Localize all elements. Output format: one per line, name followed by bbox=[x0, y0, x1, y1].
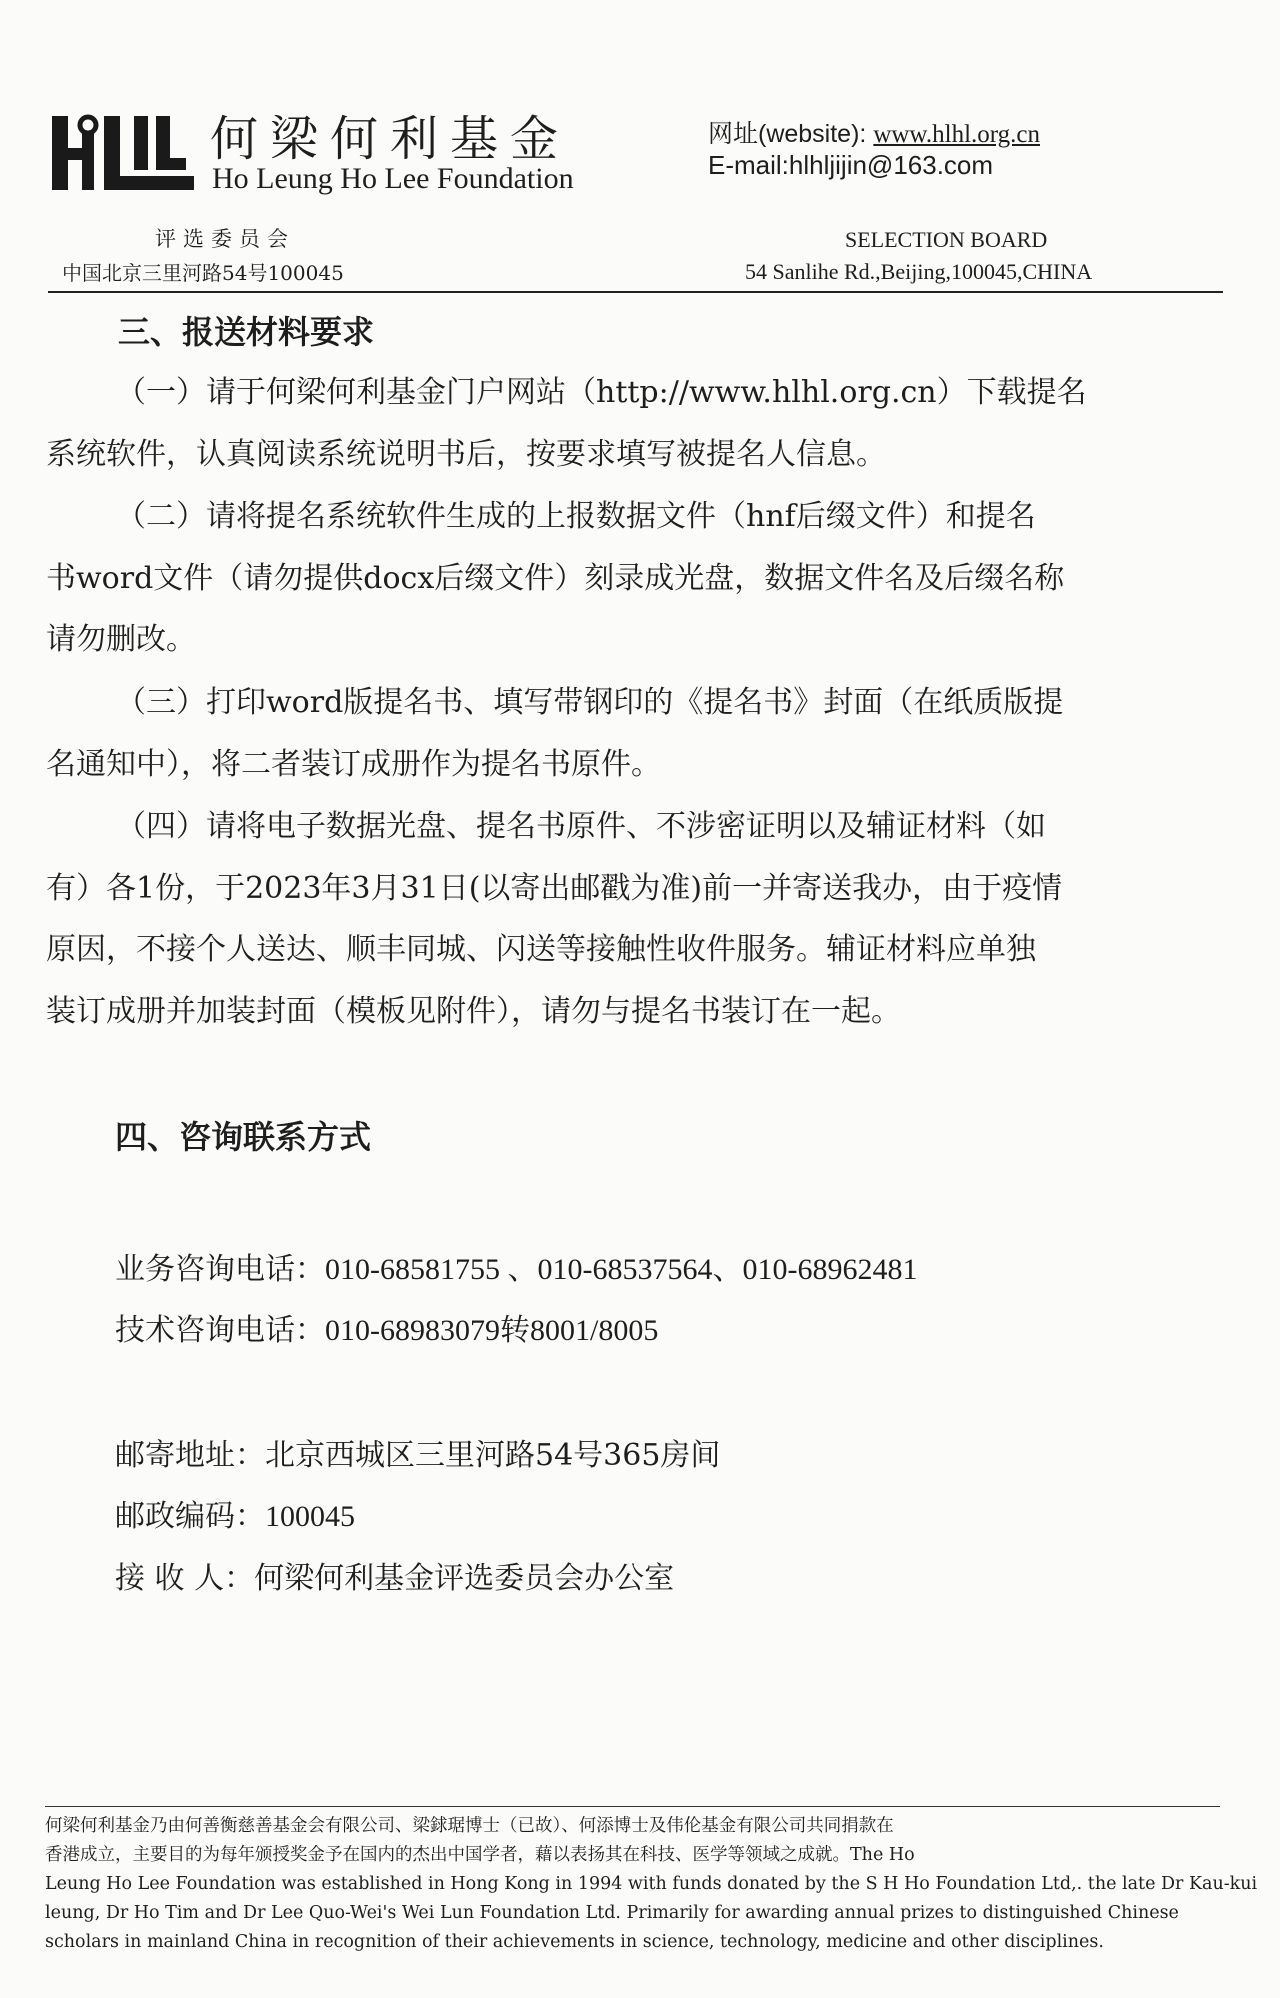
tech-phone-label: 技术咨询电话： bbox=[115, 1313, 325, 1348]
org-name-en: Ho Leung Ho Lee Foundation bbox=[212, 162, 574, 195]
text-line: （二）请将提名系统软件生成的上报数据文件（hnf后缀文件）和提名 bbox=[116, 499, 1036, 534]
board-name-en: SELECTION BOARD bbox=[845, 227, 1048, 252]
receiver-label: 接 收 人： bbox=[115, 1561, 255, 1596]
address-en: 54 Sanlihe Rd.,Beijing,100045,CHINA bbox=[745, 259, 1093, 284]
section4-heading: 四、咨询联系方式 bbox=[115, 1118, 372, 1156]
text-line: （三）打印word版提名书、填写带钢印的《提名书》封面（在纸质版提 bbox=[116, 685, 1064, 720]
text-line: 书word文件（请勿提供docx后缀文件）刻录成光盘，数据文件名及后缀名称 bbox=[46, 560, 1065, 596]
footer-divider bbox=[45, 1806, 1220, 1807]
tech-phone-line bbox=[115, 1305, 658, 1349]
footer-note bbox=[45, 1812, 1258, 1957]
business-phone-value: 010-68581755 、010-68537564、010-68962481 bbox=[325, 1253, 918, 1286]
section3-paragraph-4 bbox=[46, 796, 1221, 1042]
postal-code-line bbox=[115, 1491, 355, 1535]
section3-paragraph-1 bbox=[46, 362, 1221, 485]
text-line: 名通知中），将二者装订成册作为提名书原件。 bbox=[46, 746, 661, 782]
postal-code-value: 100045 bbox=[265, 1500, 355, 1533]
footer-line: leung, Dr Ho Tim and Dr Lee Quo-Wei's Wei Lun Foundation Ltd. Primarily for awarding annual prizes to distinguished Chinese bbox=[45, 1903, 1179, 1923]
receiver-value: 何梁何利基金评选委员会办公室 bbox=[254, 1561, 675, 1596]
mail-address-line bbox=[115, 1430, 720, 1474]
footer-line: Leung Ho Lee Foundation was established in Hong Kong in 1994 with funds donated by the S H Ho Foundation Ltd,. the late Dr Kau-kui bbox=[45, 1874, 1258, 1894]
business-phone-line bbox=[115, 1244, 917, 1288]
footer-line: 何梁何利基金乃由何善衡慈善基金会有限公司、梁銶琚博士（已故）、何添博士及伟伦基金有限公司共同捐款在 bbox=[45, 1816, 894, 1836]
header-divider bbox=[48, 291, 1223, 293]
address-cn: 中国北京三里河路54号100045 bbox=[62, 261, 344, 285]
tech-phone-value: 010-68983079转8001/8005 bbox=[325, 1314, 659, 1347]
website-line bbox=[708, 114, 1040, 150]
section3-heading: 三、报送材料要求 bbox=[118, 313, 375, 351]
section3-paragraph-2 bbox=[46, 486, 1221, 671]
website-link[interactable]: www.hlhl.org.cn bbox=[873, 121, 1040, 148]
mail-address-value: 北京西城区三里河路54号365房间 bbox=[265, 1438, 721, 1473]
text-line: 有）各1份，于2023年3月31日(以寄出邮戳为准)前一并寄送我办，由于疫情 bbox=[46, 870, 1063, 906]
footer-line: 香港成立，主要目的为每年颁授奖金予在国内的杰出中国学者，藉以表扬其在科技、医学等领域之成就。The Ho bbox=[45, 1845, 915, 1865]
text-line: （一）请于何梁何利基金门户网站（http://www.hlhl.org.cn）下载提名 bbox=[116, 375, 1087, 410]
footer-line: scholars in mainland China in recognition of their achievements in science, technology, medicine and other disciplines. bbox=[45, 1932, 1104, 1952]
org-name-cn: 何梁何利基金 bbox=[210, 111, 571, 167]
text-line: （四）请将电子数据光盘、提名书原件、不涉密证明以及辅证材料（如 bbox=[116, 809, 1046, 844]
text-line: 系统软件，认真阅读系统说明书后，按要求填写被提名人信息。 bbox=[46, 436, 886, 472]
mail-address-label: 邮寄地址： bbox=[115, 1438, 265, 1473]
receiver-line bbox=[115, 1553, 674, 1597]
board-name-cn: 评选委员会 bbox=[155, 227, 295, 251]
text-line: 装订成册并加装封面（模板见附件），请勿与提名书装订在一起。 bbox=[46, 993, 901, 1029]
text-line: 原因，不接个人送达、顺丰同城、闪送等接触性收件服务。辅证材料应单独 bbox=[46, 932, 1036, 967]
foundation-logo-icon bbox=[52, 110, 197, 196]
section3-paragraph-3 bbox=[46, 672, 1221, 795]
postal-code-label: 邮政编码： bbox=[115, 1499, 265, 1534]
business-phone-label: 业务咨询电话： bbox=[115, 1252, 325, 1287]
email-line: E-mail:hlhljijin@163.com bbox=[708, 150, 994, 180]
text-line: 请勿删改。 bbox=[46, 622, 196, 657]
website-label: 网址(website): bbox=[708, 120, 867, 148]
